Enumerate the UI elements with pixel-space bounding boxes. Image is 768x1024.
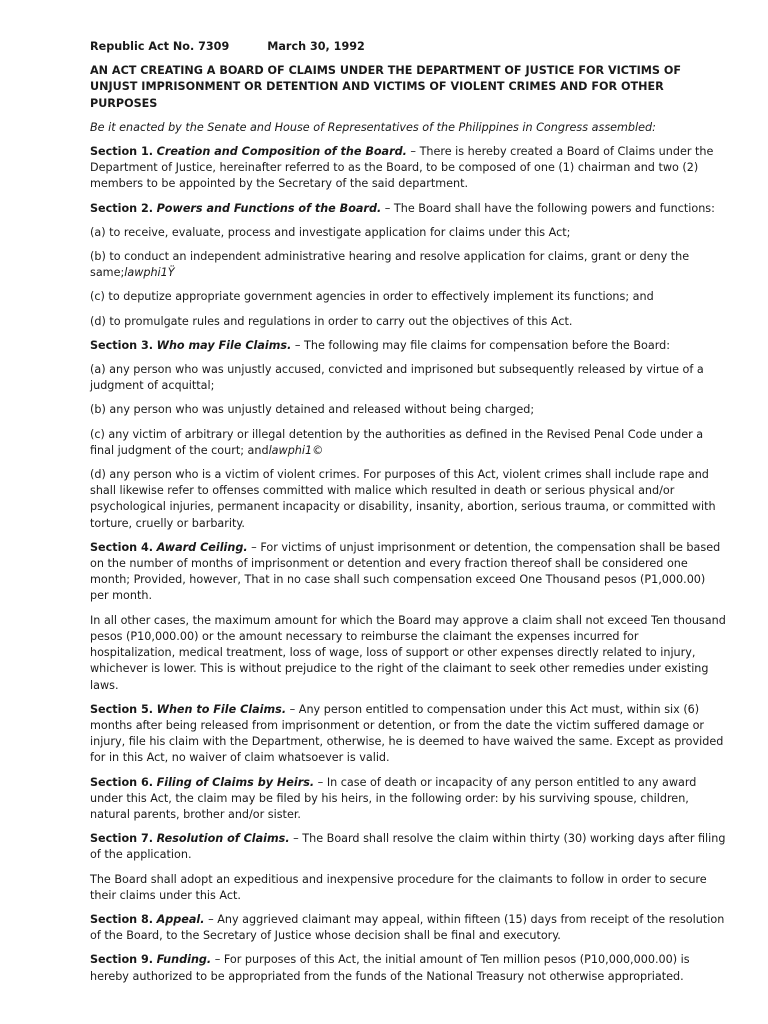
section-text: – The Board shall resolve the claim within thirty (30) working days after filing of the application. (90, 832, 726, 862)
section-title: Who may File Claims. (156, 338, 292, 352)
section-text: – For purposes of this Act, the initial amount of Ten million pesos (P10,000,000.00) is hereby authorized to be appropriated from the funds of the National Treasury not otherwise appropriated. (90, 953, 690, 983)
section-4 (90, 540, 726, 605)
section-5 (90, 702, 726, 767)
section-6 (90, 775, 726, 824)
section-number: Section 9. (90, 953, 154, 967)
section-4-paragraph-2: In all other cases, the maximum amount for which the Board may approve a claim shall not exceed Ten thousand pesos (P10,000.00) or the amount necessary to reimburse the claimant the expenses incurred for hospitalization, medical treatment, loss of wage, loss of support or other expenses directly related to injury, whichever is lower. This is without prejudice to the right of the claimant to seek other remedies under existing laws. (90, 613, 726, 692)
section-2-item-a: (a) to receive, evaluate, process and investigate application for claims under this Act; (90, 225, 571, 239)
section-number: Section 2. (90, 201, 154, 215)
section-title: Creation and Composition of the Board. (156, 145, 407, 159)
section-text: – There is hereby created a Board of Claims under the Department of Justice, hereinafter referred to as the Board, to be composed of one (1) chairman and two (2) members to be appointed by the Secretary of the said department. (90, 145, 714, 191)
section-number: Section 5. (90, 702, 154, 716)
section-3-item-b: (b) any person who was unjustly detained and released without being charged; (90, 403, 535, 417)
section-text: – Any aggrieved claimant may appeal, within fifteen (15) days from receipt of the resolution of the Board, to the Secretary of Justice whose decision shall be final and executory. (90, 912, 725, 943)
section-2-item-c: (c) to deputize appropriate government agencies in order to effectively implement its functions; and (90, 290, 654, 304)
item-text: (c) any victim of arbitrary or illegal detention by the authorities as defined in the Revised Penal Code under a final judgment of the court; and (90, 427, 704, 457)
section-text: – In case of death or incapacity of any person entitled to any award under this Act, the claim may be filed by his heirs, in the following order: by his surviving spouse, children, natural parents, brother and/or sister. (90, 775, 697, 821)
watermark-marker: lawphi1© (268, 443, 324, 457)
section-2-item-d: (d) to promulgate rules and regulations in order to carry out the objectives of this Act. (90, 314, 573, 328)
section-9 (90, 952, 726, 984)
section-text: – The following may file claims for compensation before the Board: (291, 338, 670, 352)
section-3-item-c (90, 427, 726, 459)
section-text: – For victims of unjust imprisonment or detention, the compensation shall be based on the number of months of imprisonment or detention and every fraction thereof shall be considered one month; Provided, however, That in no case shall such compensation exceed One Thousand pesos (P1,000.00) per month. (90, 540, 721, 603)
item-text: (b) to conduct an independent administrative hearing and resolve application for claims, grant or deny the same; (90, 250, 690, 280)
section-number: Section 1. (90, 145, 154, 159)
section-3-item-d: (d) any person who is a victim of violent crimes. For purposes of this Act, violent crimes shall include rape and shall likewise refer to offenses committed with malice which resulted in death or serious physical and/or psychological injuries, permanent incapacity or disability, insanity, abortion, serious trauma, or committed with torture, cruelly or barbarity. (90, 468, 716, 530)
section-title: Award Ceiling. (156, 540, 248, 554)
section-text: – The Board shall have the following powers and functions: (381, 201, 715, 215)
section-number: Section 6. (90, 775, 154, 789)
section-number: Section 7. (90, 832, 154, 846)
section-number: Section 8. (90, 912, 154, 926)
section-number: Section 4. (90, 540, 154, 554)
section-number: Section 3. (90, 338, 154, 352)
section-1 (90, 144, 726, 193)
section-2-item-b (90, 249, 726, 281)
section-7 (90, 831, 726, 863)
watermark-marker: lawphi1Ÿ (124, 266, 175, 280)
section-title: Appeal. (156, 912, 205, 926)
enacting-clause: Be it enacted by the Senate and House of Representatives of the Philippines in Congress assembled: (90, 120, 656, 134)
act-number: Republic Act No. 7309 (90, 40, 230, 53)
section-2 (90, 201, 726, 217)
section-title: Resolution of Claims. (156, 832, 290, 846)
section-3-item-a: (a) any person who was unjustly accused, convicted and imprisoned but subsequently released by virtue of a judgment of acquittal; (90, 363, 704, 393)
section-7-paragraph-2: The Board shall adopt an expeditious and inexpensive procedure for the claimants to follow in order to secure their claims under this Act. (90, 872, 707, 902)
section-title: Funding. (156, 953, 212, 967)
act-header (90, 39, 726, 55)
section-title: Filing of Claims by Heirs. (156, 775, 315, 789)
section-8 (90, 912, 726, 944)
section-text: – Any person entitled to compensation under this Act must, within six (6) months after being released from imprisonment or detention, or from the date the victim suffered damage or injury, file his claim with the Department, otherwise, he is deemed to have waived the same. Except as provided for in this Act, no waiver of claim whatsoever is valid. (90, 702, 724, 765)
act-date: March 30, 1992 (267, 40, 365, 53)
act-title: AN ACT CREATING A BOARD OF CLAIMS UNDER THE DEPARTMENT OF JUSTICE FOR VICTIMS OF UNJUST IMPRISONMENT OR DETENTION AND VICTIMS OF VIOLENT CRIMES AND FOR OTHER PURPOSES (90, 64, 682, 110)
section-3 (90, 338, 726, 354)
section-title: When to File Claims. (156, 702, 287, 716)
section-title: Powers and Functions of the Board. (156, 201, 382, 215)
document-page (90, 39, 726, 993)
